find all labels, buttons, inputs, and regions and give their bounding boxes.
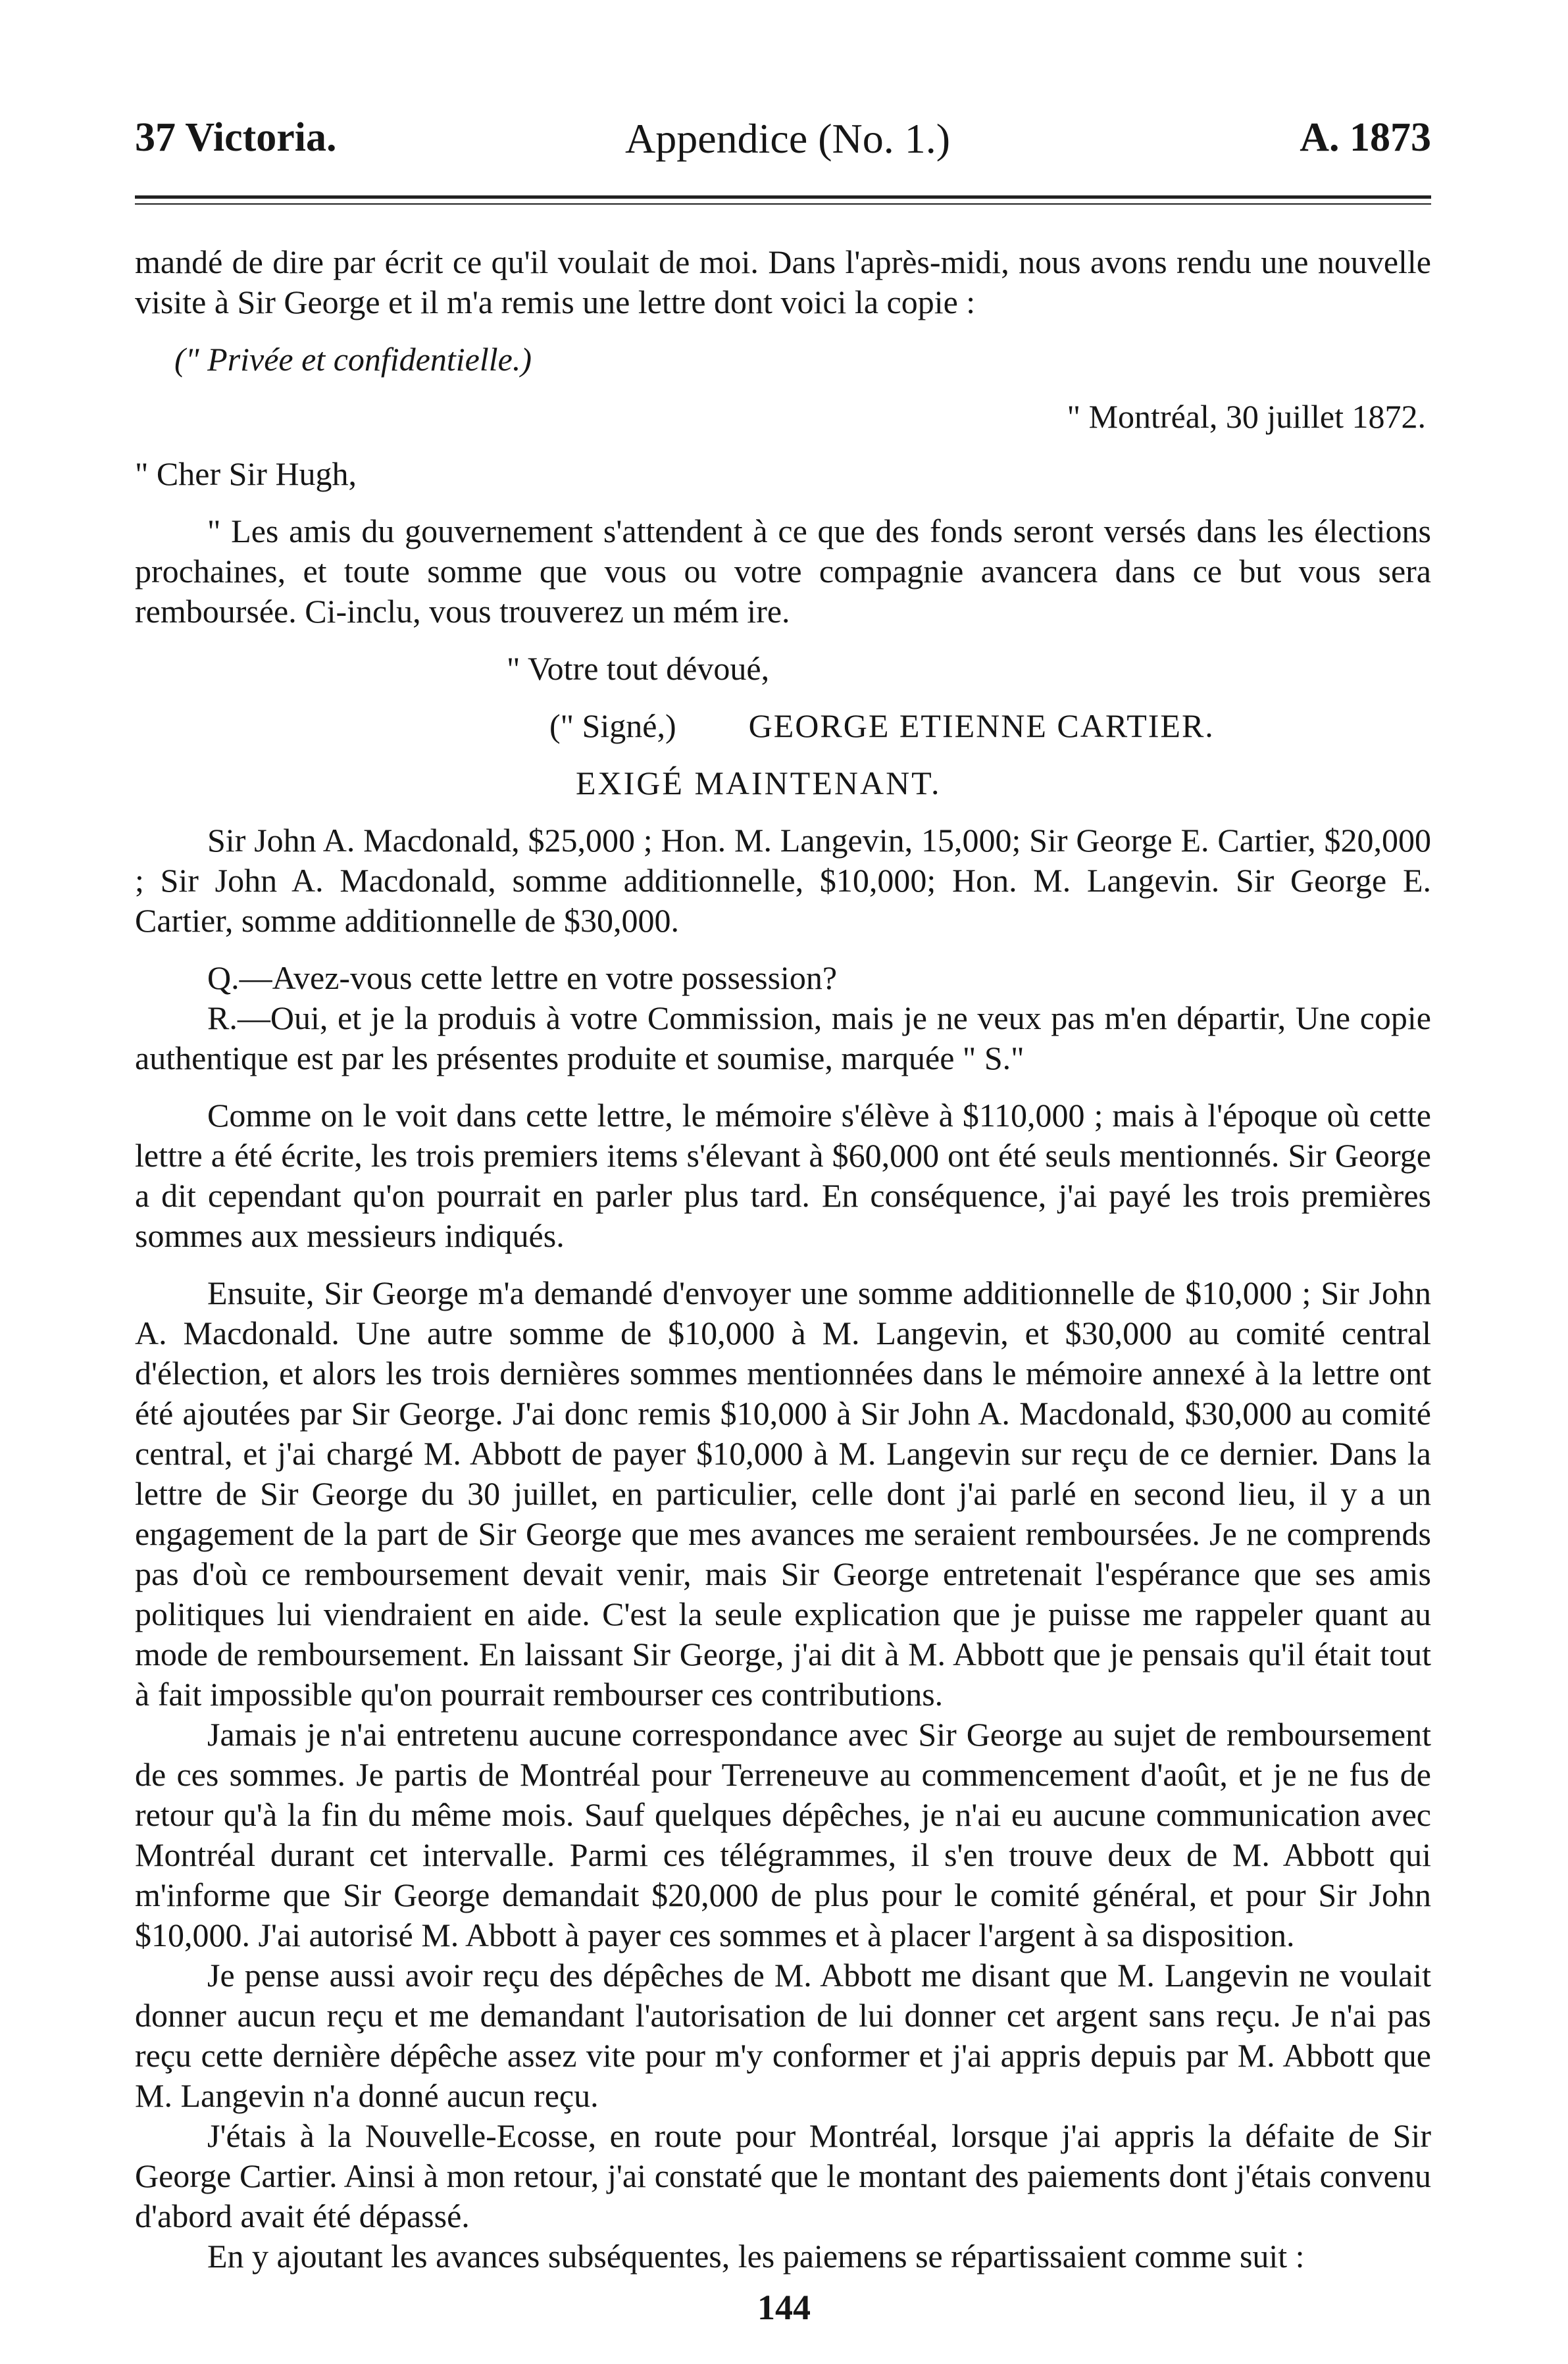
header-center: Appendice (No. 1.): [625, 115, 951, 162]
paragraph-jamais: Jamais je n'ai entretenu aucune correspondance avec Sir George au sujet de remboursement de ces sommes. Je partis de Montréal pour Terreneuve au commencement d'août, et je ne fus de retour qu'à la fin du même mois. Sauf quelques dépêches, je n'ai eu aucune communication avec Montréal durant cet intervalle. Parmi ces télégrammes, il s'en trouve deux de M. Abbott qui m'informe que Sir George demandait $20,000 de plus pour le comité général, et pour Sir John $10,000. J'ai autorisé M. Abbott à payer ces sommes et à placer l'argent à sa disposition.: [135, 1716, 1431, 1953]
letter-closing: " Votre tout dévoué,: [507, 650, 770, 687]
header-left: 37 Victoria.: [135, 115, 337, 160]
running-header: [135, 113, 1431, 162]
paragraph-paiements: En y ajoutant les avances subséquentes, les paiemens se répartissaient comme suit :: [207, 2238, 1305, 2275]
header-right: A. 1873: [1300, 115, 1431, 160]
letter-signature: [549, 706, 1431, 746]
answer: R.—Oui, et je la produis à votre Commission, mais je ne veux pas m'en départir, Une copie authentique est par les présentes produite et soumise, marquée " S.": [135, 999, 1431, 1076]
private-note: (" Privée et confidentielle.): [174, 341, 532, 378]
letter-date: " Montréal, 30 juillet 1872.: [1067, 398, 1426, 435]
paragraph-depeches: Je pense aussi avoir reçu des dépêches de M. Abbott me disant que M. Langevin ne voulait donner aucun reçu et me demandant l'autorisation de lui donner cet argent sans reçu. Je n'ai pas reçu cette dernière dépêche assez vite pour m'y conformer et j'ai appris depuis par M. Abbott que M. Langevin n'a donné aucun reçu.: [135, 1957, 1431, 2114]
page-body: [135, 242, 1431, 2276]
paragraph-nouvelle-ecosse: J'étais à la Nouvelle-Ecosse, en route pour Montréal, lorsque j'ai appris la défaite de Sir George Cartier. Ainsi à mon retour, j'ai constaté que le montant des paiements dont j'étais convenu d'abord avait été dépassé.: [135, 2117, 1431, 2234]
question: Q.—Avez-vous cette lettre en votre possession?: [207, 959, 838, 996]
signed-name: GEORGE ETIENNE CARTIER.: [748, 707, 1215, 744]
signed-label: (" Signé,): [549, 707, 676, 744]
paragraph-ensuite: Ensuite, Sir George m'a demandé d'envoyer une somme additionnelle de $10,000 ; Sir John A. Macdonald. Une autre somme de $10,000 à M. Langevin, et $30,000 au comité central d'élection, et alors les trois dernières sommes mentionnées dans le mémoire annexé à la lettre ont été ajoutées par Sir George. J'ai donc remis $10,000 à Sir John A. Macdonald, $30,000 au comité central, et j'ai chargé M. Abbott de payer $10,000 à M. Langevin sur reçu de ce dernier. Dans la lettre de Sir George du 30 juillet, en particulier, celle dont j'ai parlé en second lieu, il y a un engagement de la part de Sir George que mes avances me seraient remboursées. Je ne comprends pas d'où ce remboursement devait venir, mais Sir George entretenait l'espérance que ses amis politiques lui viendraient en aide. C'est la seule explication que je puisse me rappeler quant au mode de remboursement. En laissant Sir George, j'ai dit à M. Abbott que je pensais qu'il était tout à fait impossible qu'on pourrait rembourser ces contributions.: [135, 1274, 1431, 1713]
page-number: 144: [757, 2288, 811, 2327]
header-rule-thin: [135, 203, 1431, 205]
paragraph-memoire: Comme on le voit dans cette lettre, le mémoire s'élève à $110,000 ; mais à l'époque où cette lettre a été écrite, les trois premiers items s'élevant à $60,000 ont été seuls mentionnés. Sir George a dit cependant qu'on pourrait en parler plus tard. En conséquence, j'ai payé les trois premières sommes aux messieurs indiqués.: [135, 1097, 1431, 1254]
exige-body: Sir John A. Macdonald, $25,000 ; Hon. M. Langevin, 15,000; Sir George E. Cartier, $20,000 ; Sir John A. Macdonald, somme additionnelle, $10,000; Hon. M. Langevin. Sir George E. Cartier, somme additionnelle de $30,000.: [135, 822, 1431, 939]
letter-salutation: " Cher Sir Hugh,: [135, 455, 357, 492]
letter-body: " Les amis du gouvernement s'attendent à ce que des fonds seront versés dans les élections prochaines, et toute somme que vous ou votre compagnie avancera dans ce but vous sera remboursée. Ci-inclu, vous trouverez un mém ire.: [135, 513, 1431, 630]
paragraph-intro: mandé de dire par écrit ce qu'il voulait de moi. Dans l'après-midi, nous avons rendu une nouvelle visite à Sir George et il m'a remis une lettre dont voici la copie :: [135, 243, 1431, 320]
header-rule-thick: [135, 195, 1431, 199]
exige-heading: EXIGÉ MAINTENANT.: [576, 765, 942, 801]
